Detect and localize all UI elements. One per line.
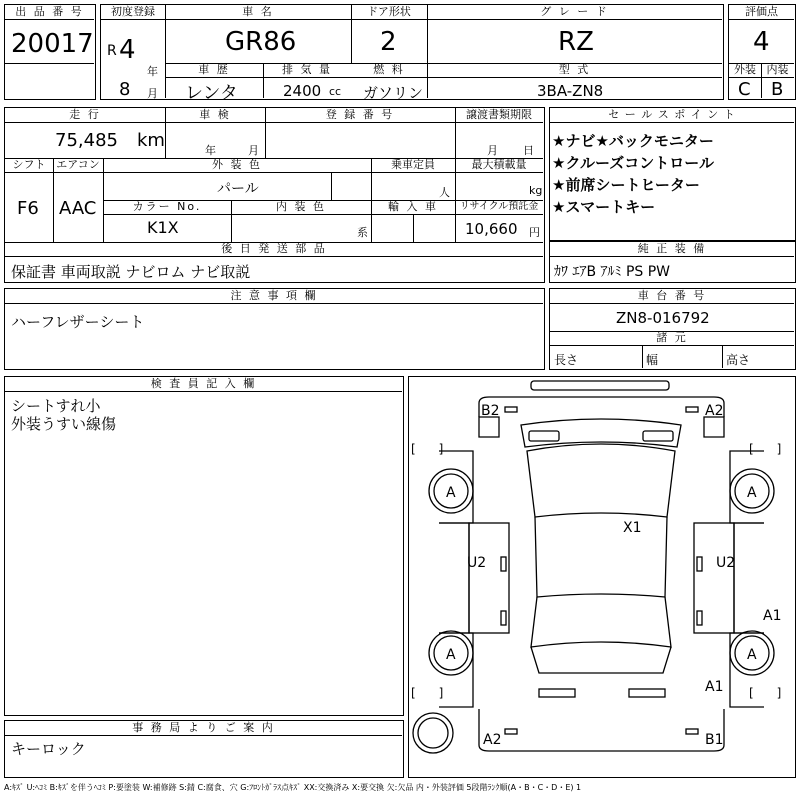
lot-label: 出 品 番 号 [5,5,94,20]
inspection-label: 車 検 [165,108,265,123]
tire-fr: A [747,485,757,501]
later-parts-value: 保証書 車両取説 ナビロム ナビ取説 [11,263,251,281]
transfer-month-unit: 月 [487,144,498,157]
exterior-label: 外装 [729,63,761,78]
interior-grade: B [771,79,784,100]
recycle-label: リサイクル預託金 [455,200,543,215]
bracket-rear-right: [ ] [749,686,782,700]
era-code: R [107,43,117,59]
model-label: 型 式 [427,63,722,78]
mileage-value: 75,485 [55,130,118,151]
office-value: キーロック [11,740,86,758]
equipment-value: ｶﾜ ｴｱB ｱﾙﾐ PS PW [554,264,671,280]
chassis-value: ZN8-016792 [616,309,710,327]
notes-label: 注 意 事 項 欄 [5,289,543,304]
mark-a1-rear: A1 [705,679,724,695]
mileage-unit: km [137,130,165,151]
displacement-label: 排 気 量 [263,63,351,78]
sales-point: ★スマートキー [552,198,656,216]
history-value: レンタ [185,83,238,104]
lot-number: 20017 [11,29,94,59]
intcolor-label: 内 装 色 [231,200,371,215]
equipment-box [549,241,796,283]
shift-label: シフト [5,158,53,173]
score-box [728,4,796,100]
notes-value: ハーフレザーシート [11,313,145,331]
inspector-label: 検 査 員 記 入 欄 [5,377,402,392]
interior-label: 内装 [761,63,794,78]
capacity-label: 乗車定員 [371,158,455,173]
fuel-label: 燃 料 [351,63,427,78]
color-label: 外 装 色 [103,158,371,173]
car-name: GR86 [225,27,297,57]
mark-u2-right: U2 [716,555,736,571]
equipment-label: 純 正 装 備 [550,242,794,257]
tire-fl: A [446,485,456,501]
recycle-value: 10,660 [465,220,518,238]
notes-box [4,288,545,370]
grade-label: グ レ ー ド [427,5,722,20]
chassis-label: 車 台 番 号 [550,289,794,304]
capacity-unit: 人 [439,186,450,199]
mark-b2: B2 [481,403,500,419]
ac-value: AAC [59,198,97,219]
sales-point: ★クルーズコントロール [552,154,714,172]
damage-diagram [408,376,796,778]
bracket-front-left: [ ] [411,442,444,456]
car-outline-diagram [409,377,794,776]
lot-box [4,4,96,100]
first-reg-label: 初度登録 [101,5,165,20]
displacement-value: 2400 [283,82,322,100]
recycle-unit: 円 [529,226,540,239]
bracket-front-right: [ ] [749,442,782,456]
intcolor-unit: 系 [357,226,368,239]
colorno-label: カラー No. [103,200,231,215]
car-name-label: 車 名 [165,5,351,20]
reg-year: 4 [119,35,136,65]
tire-rr: A [747,647,757,663]
regno-label: 登 録 番 号 [265,108,455,123]
colorno-value: K1X [147,218,179,237]
score-value: 4 [753,27,770,57]
month-unit: 月 [147,87,158,100]
grade-value: RZ [558,27,594,57]
exterior-grade: C [738,79,751,100]
transfer-day-unit: 日 [523,144,534,157]
vehicle-summary-box [100,4,724,104]
mileage-label: 走 行 [5,108,165,123]
year-unit: 年 [147,65,158,78]
length-label: 長さ [554,353,579,367]
inspector-line: 外装うすい線傷 [11,415,117,433]
door-value: 2 [380,27,397,57]
load-unit: kg [529,184,543,197]
import-label: 輸 入 車 [371,200,455,215]
mark-b1: B1 [705,732,724,748]
mark-a1-right: A1 [763,608,782,624]
chassis-box [549,288,796,370]
reg-month: 8 [119,79,131,100]
details-box [4,107,545,283]
office-label: 事 務 局 よ り ご 案 内 [5,721,402,736]
door-label: ドア形状 [351,5,427,20]
mark-x1: X1 [623,520,642,536]
width-label: 幅 [646,353,659,367]
mark-u2-left: U2 [467,555,487,571]
color-value: パール [217,181,259,197]
sales-point: ★前席シートヒーター [552,176,700,194]
height-label: 高さ [726,353,751,367]
sales-points-label: セ ー ル ス ポ イ ン ト [550,108,794,123]
office-box [4,720,404,778]
sales-points-box [549,107,796,241]
history-label: 車 歴 [165,63,263,78]
load-label: 最大積載量 [455,158,543,173]
inspector-box [4,376,404,716]
insp-year-unit: 年 [205,144,216,157]
ac-label: エアコン [53,158,103,173]
mark-a2-front: A2 [705,403,724,419]
bracket-rear-left: [ ] [411,686,444,700]
legend: A:ｷｽﾞ U:ﾍｺﾐ B:ｷｽﾞを伴うﾍｺﾐ P:要塗装 W:補修跡 S:錆 C:腐食、穴 G:ﾌﾛﾝﾄｶﾞﾗｽ点ｷｽﾞ XX:交換済み X:要交換 欠:欠品 内・外装評価 5段階ﾗﾝｸ順(A・B・C・D・E) 1 [4,783,582,792]
mark-a2-rear: A2 [483,732,502,748]
sales-point: ★ナビ★バックモニター [552,132,714,150]
fuel-value: ガソリン [363,84,424,102]
tire-rl: A [446,647,456,663]
inspector-line: シートすれ小 [11,397,101,415]
later-parts-label: 後 日 発 送 部 品 [5,242,543,257]
dims-label: 諸 元 [550,331,794,346]
shift-value: F6 [17,198,39,219]
insp-month-unit: 月 [248,144,259,157]
score-label: 評価点 [729,5,794,20]
displacement-unit: cc [329,85,342,98]
transfer-label: 譲渡書類期限 [455,108,543,123]
model-value: 3BA-ZN8 [537,82,604,100]
